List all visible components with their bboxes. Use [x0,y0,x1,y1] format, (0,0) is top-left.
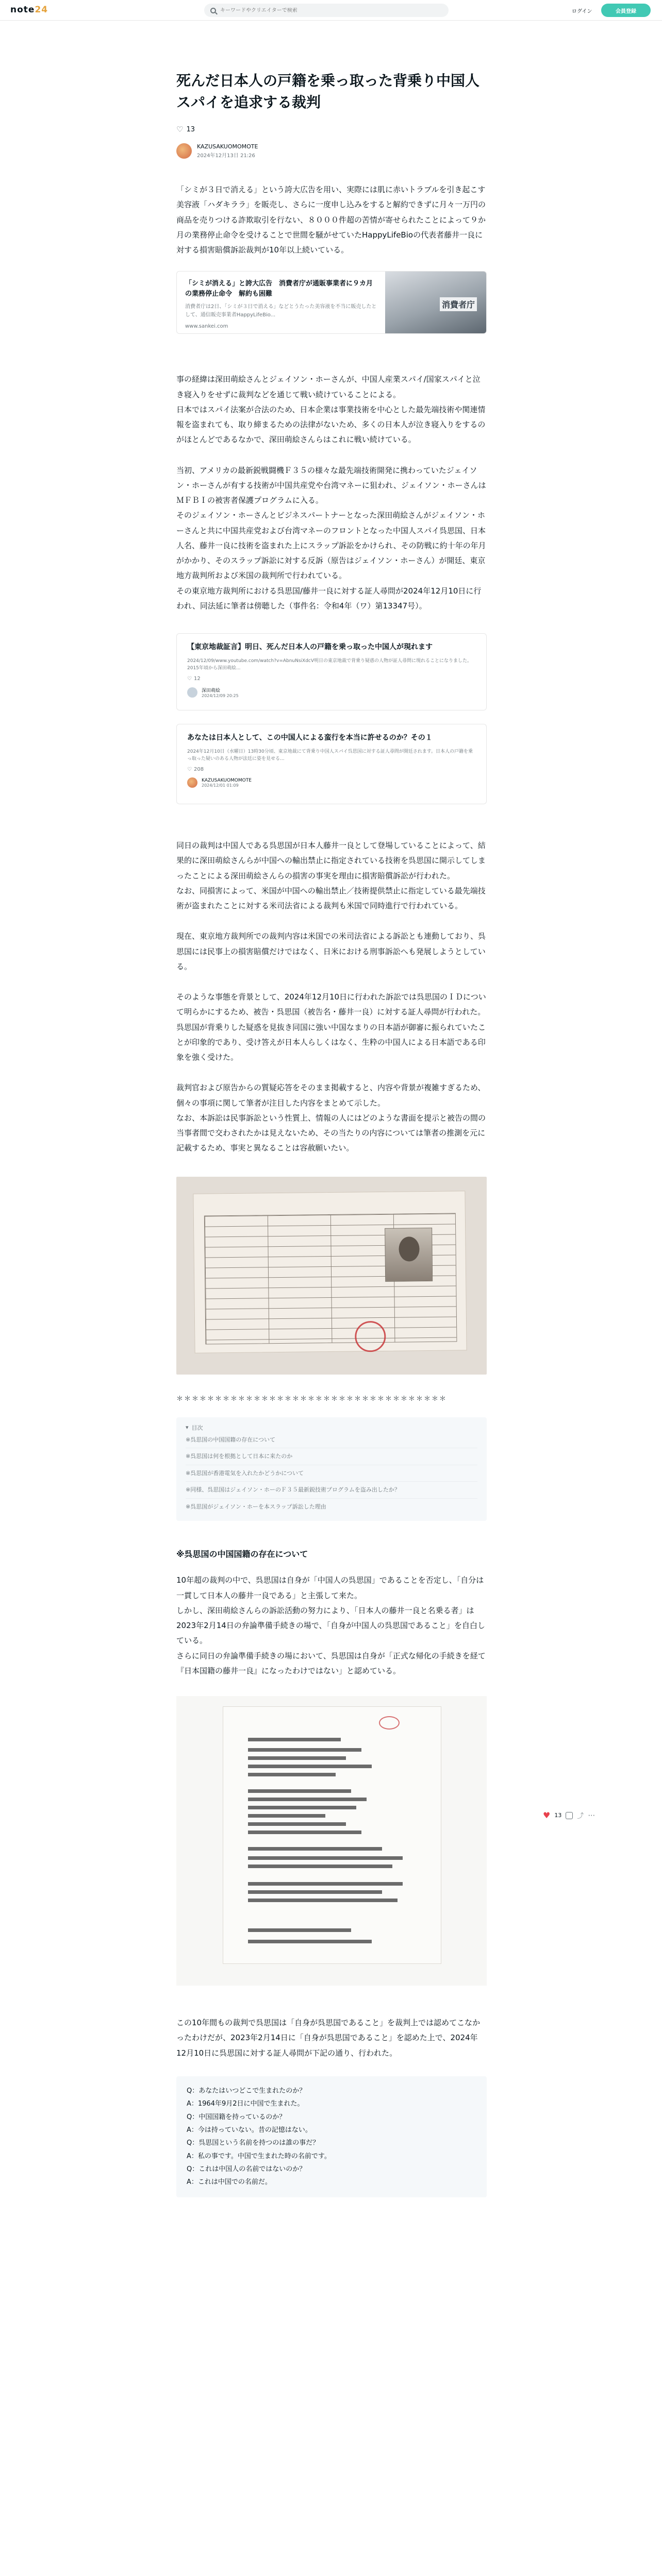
paragraph-damages: 同日の裁判は中国人である呉思国が日本人藤井一良として登場していることによって、結果的に深田萌絵さんらが中国への輸出禁止に指定されている技術を呉思国に開示してしまったことによる深田萌絵さんらの損害の事実を理由に損害賠償訴訟が行われた。 なお、同損害によって、米国が中国への輸出禁止／技術提供禁止に指定している最先端技術が盗まれたことに対する米司法省による裁判も米国で同時進行で行われている。 [176,841,486,910]
note-logo[interactable]: note24 [10,5,48,15]
qa-line: A：私の事です。中国で生まれた時の名前です。 [187,2152,331,2160]
embed-title: 「シミが消える」と誇大広告 消費者庁が通販事業者に９カ月の業務停止命令 解約も困難 [185,280,373,298]
card-description: 2024/12/09/www.youtube.com/watch?v=AbnuNsiXdcV明日の東京地裁で背乗り疑惑の人物が証人尋問に現れることになりました。2015年頃から深田萌絵... [187,658,472,671]
red-seal [379,1716,400,1730]
document-text-line [248,1756,346,1760]
document-text-line [248,1789,351,1793]
section-heading: ※呉思国の中国国籍の存在について [176,1549,308,1560]
document-sheet [193,1191,467,1353]
document-text-line [248,1882,403,1886]
avatar [187,687,197,698]
card-title: あなたは日本人として、この中国人による蛮行を本当に許せるのか？その１ [187,734,433,742]
card-date: 2024/12/01 01:09 [202,783,239,788]
toc-item[interactable]: ※呉思国がジェイソン・ホーを本スラップ訴訟した理由 [186,1503,326,1510]
portrait-photo [385,1227,433,1281]
card-author [187,687,476,698]
star-divider: ＊＊＊＊＊＊＊＊＊＊＊＊＊＊＊＊＊＊＊＊＊＊＊＊＊＊＊＊＊＊＊＊＊＊＊ [176,1395,448,1403]
chevron-down-icon: ▾ [186,1424,189,1431]
card-author-name: KAZUSAKUOMOMOTE [202,777,252,783]
author-block[interactable] [176,143,487,159]
red-seal [355,1320,386,1352]
embed-url: www.sankei.com [185,324,228,330]
court-document-image [176,1696,487,1986]
share-icon[interactable]: ⤴ [577,1812,584,1820]
document-text-line [248,1814,325,1818]
embed-description: 消費者庁は2日、「シミが３日で消える」などとうたった美容液を不当に販売したとして、通信販売事業者HappyLifeBio... [185,304,377,318]
card-title: 【東京地裁証言】明日、死んだ日本人の戸籍を乗っ取った中国人が現れます [187,643,433,651]
document-text-line [248,1865,392,1868]
qa-line: A：これは中国での名前だ。 [187,2178,272,2187]
document-text-line [248,1847,382,1851]
card-description: 2024年12月10日（水曜日）13時30分頃、東京地裁にて背乗り中国人スパイ呉思国に対する証人尋問が開廷されます。日本人の戸籍を乗っ取った疑いのある人物が法廷に姿を見せる... [187,749,473,762]
qa-line: Q：あなたはいつどこで生まれたのか？ [187,2087,306,2095]
document-text-line [248,1798,367,1801]
note-card-kazusaku[interactable] [176,724,487,804]
link-embed-sankei[interactable] [176,271,487,334]
paragraph-intro: 「シミが３日で消える」という誇大広告を用い、実際には肌に赤いトラブルを引き起こす美容液「ハダキララ」を販売し、さらに一度申し込みをすると解約できずに月々一万円の商品を売りつける詐欺取引を行ない、８０００件超の苦情が寄せられたことによって９か月の業務停止命令を受けることで世間を騒がせていたHappyLifeBioの代表者藤井一良に対する損害賠償訴訟裁判が10年以上続いている。 [176,185,486,255]
logo-mark: 24 [35,5,48,15]
qa-block [176,2076,487,2197]
floating-actions [543,1810,595,1820]
paragraph-note: 裁判官および原告からの質疑応答をそのまま掲載すると、内容や背景が複雑すぎるため、個々の事項に関して筆者が注目した内容をまとめて示した。 なお、本訴訟は民事訴訟という性質上、情報の人にはどのような書面を提示と被告の間の当事者間で交わされたかは見えないため、その当たりの内容については筆者の推測を元に記載するため、事実と異なることは容赦願いたい。 [176,1083,486,1153]
avatar[interactable] [176,143,192,159]
author-name[interactable]: KAZUSAKUOMOMOTE [197,143,258,150]
heart-icon: ♡ [187,767,192,773]
login-button[interactable]: ログイン [572,9,592,14]
avatar [187,777,197,788]
paragraph-f35: 当初、アメリカの最新鋭戦闘機Ｆ３５の様々な最先端技術開発に携わっていたジェイソン・ホーさんが有する技術が中国共産党や台湾マネーに狙われ、ジェイソン・ホーさんはＭＦＢＩの被害者保護プログラムに入る。 そのジェイソン・ホーさんとビジネスパートナーとなった深田萌絵さんがジェイソン・ホーさんと共に中国共産党および台湾マネーのフロントとなった中国人スパイ呉思国、日本人名、藤井一良に技術を盗まれた上にスラップ訴訟をかけられ、その防戦に約十年の年月がかかり、そのスラップ訴訟に対する反訴（原告はジェイソン・ホーさん）が開廷、東京地方裁判所および米国の裁判所で行われている。 その東京地方裁判所における呉思国/藤井一良に対する証人尋問が2024年12月10日に行われ、同法延に筆者は傍聴した（事件名：令和4年（ワ）第13347号）。 [176,465,486,611]
paragraph-admission: この10年間もの裁判で呉思国は「自身が呉思国であること」を裁判上では認めてこなかったわけだが、2023年2月14日に「自身が呉思国であること」を認めた上で、2024年12月10日に呉思国に対する証人尋問が下記の通り、行われた。 [176,2018,481,2058]
document-text-line [248,1748,361,1752]
table-of-contents [176,1417,487,1521]
toc-item[interactable]: ※呉思国が香港電気を入れたかどうかについて [186,1465,477,1482]
document-text-line [248,1928,351,1932]
id-document-photo [176,1177,487,1375]
heart-icon[interactable]: ♥ [543,1810,551,1820]
document-text-line [248,1773,336,1776]
document-text-line [248,1940,372,1943]
paragraph-hearing: そのような事態を背景として、2024年12月10日に行われた訴訟では呉思国のＩＤについて明らかにするため、被告・呉思国（被告名・藤井一良）に対する証人尋問が行われた。 呉思国が背乗りした疑惑を見抜き同国に強い中国なまりの日本語が御審に振られていたことが印象的であり、受け答えが日本人らしくはなく、生粋の中国人による日本語である印象を強く受けた。 [176,992,486,1062]
bookmark-icon[interactable] [566,1812,573,1819]
document-text-line [248,1890,382,1894]
qa-line: Q：呉思国という名前を持つのは誰の事だ？ [187,2139,320,2147]
document-text-line [248,1899,398,1902]
card-likes: ♡ 208 [187,767,204,773]
document-text-line [248,1738,341,1741]
paragraph-background: 事の経緯は深田萌絵さんとジェイソン・ホーさんが、中国人産業スパイ/国家スパイと泣き寝入りをせずに裁判などを通じて戦い続けていることによる。 日本ではスパイ法案が合法のため、日本企業は事業技術を中心とした最先端技術や関連情報を盗まれても、取り締まるための法律がないため、多くの日本人が泣き寝入りをするのがほとんどであるなかで、深田萌絵さんらはこれに戦い続けている。 [176,375,486,445]
card-date: 2024/12/09 20:25 [202,693,239,699]
search-icon [210,8,216,13]
toc-item[interactable]: ※呉思国の中国国籍の存在について [186,1432,477,1449]
card-likes: ♡ 12 [187,676,201,682]
publish-date: 2024年12月13日 21:26 [197,153,255,159]
document-text-line [248,1806,356,1809]
document-text-line [248,1856,403,1860]
qa-line: A：1964年9月2日に中国で生まれた。 [187,2100,304,2108]
like-row [176,125,487,134]
qa-line: Q：これは中国人の名前ではないのか？ [187,2165,306,2174]
more-icon[interactable]: ⋯ [588,1811,595,1820]
heart-icon[interactable]: ♡ [176,125,184,134]
card-author [187,777,476,788]
qa-line: Q：中国国籍を持っているのか？ [187,2113,286,2121]
like-count: 13 [554,1812,562,1819]
toc-item[interactable]: ※同様、呉思国はジェイソン・ホーのＦ３５最新鋭技術プログラムを盗み出したか？ [186,1482,477,1499]
qa-line: A：今は持っていない。昔の記憶はない。 [187,2126,312,2134]
embed-thumbnail [385,272,486,333]
like-count: 13 [186,125,195,133]
signup-button[interactable]: 会員登録 [601,4,651,17]
paragraph-current: 現在、東京地方裁判所での裁判内容は米国での米司法省による訴訟とも連動しており、呉思国には民事上の損害賠償だけではなく、日米における刑事訴訟へも発展しようとしている。 [176,931,486,971]
article-title: 死んだ日本人の戸籍を乗っ取った背乗り中国人スパイを追求する裁判 [176,72,480,111]
document-text-line [248,1822,346,1826]
article [176,70,487,2197]
card-author-name: 深田萌絵 [202,688,221,694]
paragraph-nationality: 10年超の裁判の中で、呉思国は自身が「中国人の呉思国」であることを否定し、「自分は一貫して日本人の藤井一良である」と主張して来た。 しかし、深田萌絵さんらの訴訟活動の努力により、「日本人の藤井一良と名乗る者」は2023年2月14日の弁論準備手続きの場で、「自身が中国人の呉思国であること」を自白している。 さらに同日の弁論準備手続きの場において、呉思国は自身が「正式な帰化の手続きを経て『日本国籍の藤井一良』になったわけではない」と認めている。 [176,1575,486,1675]
note-card-fukada[interactable] [176,633,487,710]
search-bar[interactable] [204,4,449,17]
document-sheet [223,1706,441,1964]
heart-icon: ♡ [187,676,192,682]
document-text-line [248,1765,372,1768]
top-header [0,0,662,21]
search-input[interactable] [220,8,437,13]
document-text-line [248,1831,361,1834]
toc-header[interactable]: ▾ 目次 [186,1424,203,1431]
toc-item[interactable]: ※呉思国は何を根拠として日本に来たのか [186,1448,477,1465]
